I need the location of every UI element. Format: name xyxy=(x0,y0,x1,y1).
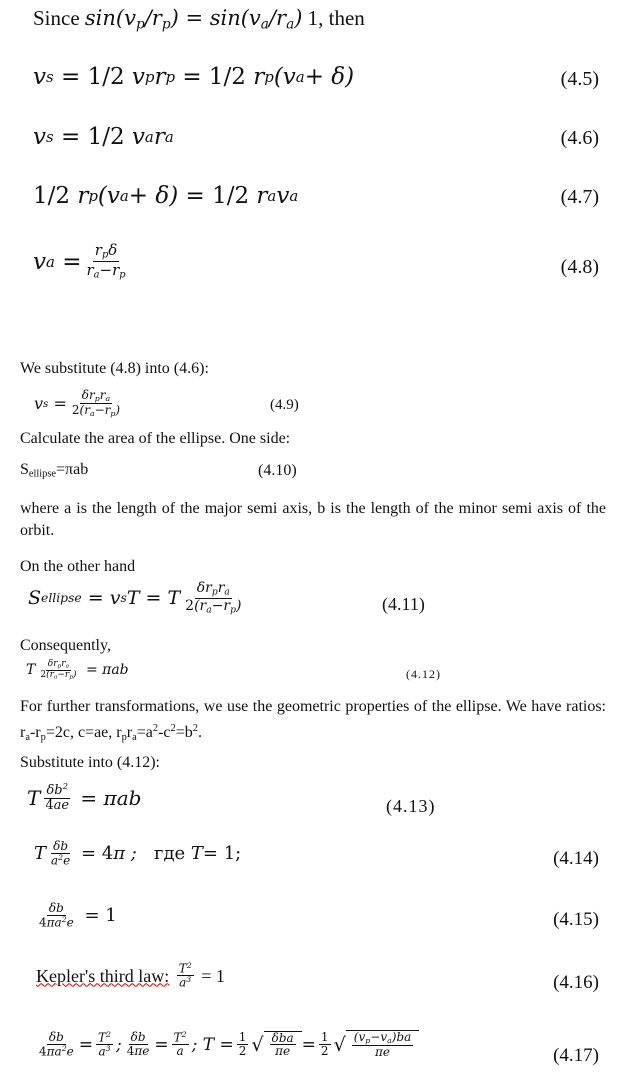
equation-4-15: $\frac{\delta b}{4\pi a^2e}$ = 1 xyxy=(39,901,117,930)
substitute-paragraph: We substitute (4.8) into (4.6): xyxy=(20,360,209,377)
equation-number-4-7: (4.7) xyxy=(560,186,599,208)
equation-number-4-16: (4.16) xyxy=(553,972,599,993)
area-paragraph: Calculate the area of the ellipse. One side: xyxy=(20,430,291,447)
where-paragraph: where a is the length of the major semi axis, b is the length of the minor semi axis of the orbit. xyxy=(20,500,606,539)
equation-4-17: $\frac{\delta b}{4\pi a^2e}$ = $\frac{T^2}{a^3}$ ; $\frac{\delta b}{4\pi e}$ = $\frac{T^2}{a}$ ; T = $\frac{1}{2}$ √ $\frac{\text{δba}}{\pi e}$ = $\frac{1}{2}$ √ $\frac{(v_p-v_a)ba}{\pi e}$ xyxy=(34,1030,419,1059)
equation-number-4-17: (4.17) xyxy=(553,1045,599,1066)
equation-4-7: 1/2 r p (v a + δ) = 1/2 r a v a xyxy=(33,183,299,209)
equation-4-9: v s = $\frac{\delta r_pr_a}{2(r_a-r_p)}$ xyxy=(34,388,121,419)
equation-4-12: T $\frac{\delta r_pr_a}{2(r_a-r_p)}$ = πab xyxy=(26,659,129,681)
substitute-412-paragraph: Substitute into (4.12): xyxy=(20,754,160,771)
further-text: For further transformations, we use the geometric properties of the ellipse. We have ratios: r xyxy=(20,698,606,742)
equation-4-11: S ellipse = v s T = T $\frac{\delta r_pr_a}{2(r_a-r_p)}$ xyxy=(28,580,242,616)
equation-4-16: Kepler's third law: $\frac{T^2}{a^3}$ = 1 xyxy=(36,961,225,990)
equation-4-14: T $\frac{\delta b}{a^2e}$ = 4 π ; где T = 1; xyxy=(34,839,242,868)
equation-4-8: v a = $\frac{r_p\delta}{r_a-r_p}$ xyxy=(33,241,126,281)
equation-4-13: T $\frac{\delta b^2}{4ae}$ = πab xyxy=(27,781,142,813)
equation-number-4-13: (4.13) xyxy=(386,796,436,816)
gde-word: где xyxy=(154,843,186,865)
equation-number-4-5: (4.5) xyxy=(560,68,599,90)
kepler-label: Kepler's third law: xyxy=(36,965,170,986)
equation-number-4-8: (4.8) xyxy=(560,256,599,278)
consequently-paragraph: Consequently, xyxy=(20,637,111,654)
equation-number-4-12: (4.12) xyxy=(406,667,441,681)
equation-number-4-6: (4.6) xyxy=(560,127,599,149)
equation-4-5: v s = 1/2 v p r p = 1/2 r p (v a + δ) xyxy=(33,64,355,90)
equation-number-4-11: (4.11) xyxy=(382,594,425,614)
other-hand-paragraph: On the other hand xyxy=(20,558,136,575)
ellipse-area-formula: $S_{ellipse}=\pi ab$ xyxy=(20,461,89,480)
further-paragraph: For further transformations, we use the geometric properties of the ellipse. We have ratios: $r_a-r_p=2c$, c=ae, $r_pr_a=a^2-c^2=b^2$. xyxy=(20,698,606,743)
equation-4-6: v s = 1/2 v a r a xyxy=(33,124,174,150)
intro-equation: $\sin(v_p/r_p) = \sin(v_a/r_a)$ xyxy=(84,6,303,33)
intro-then: 1, then xyxy=(302,6,365,30)
equation-number-4-15: (4.15) xyxy=(553,909,599,930)
ellipse-area-rhs: =πab xyxy=(56,461,89,478)
equation-number-4-14: (4.14) xyxy=(553,848,599,869)
equation-number-4-10: (4.10) xyxy=(258,462,297,479)
intro-since: Since xyxy=(33,6,80,30)
equation-number-4-9: (4.9) xyxy=(270,397,299,413)
intro-line xyxy=(33,6,365,32)
